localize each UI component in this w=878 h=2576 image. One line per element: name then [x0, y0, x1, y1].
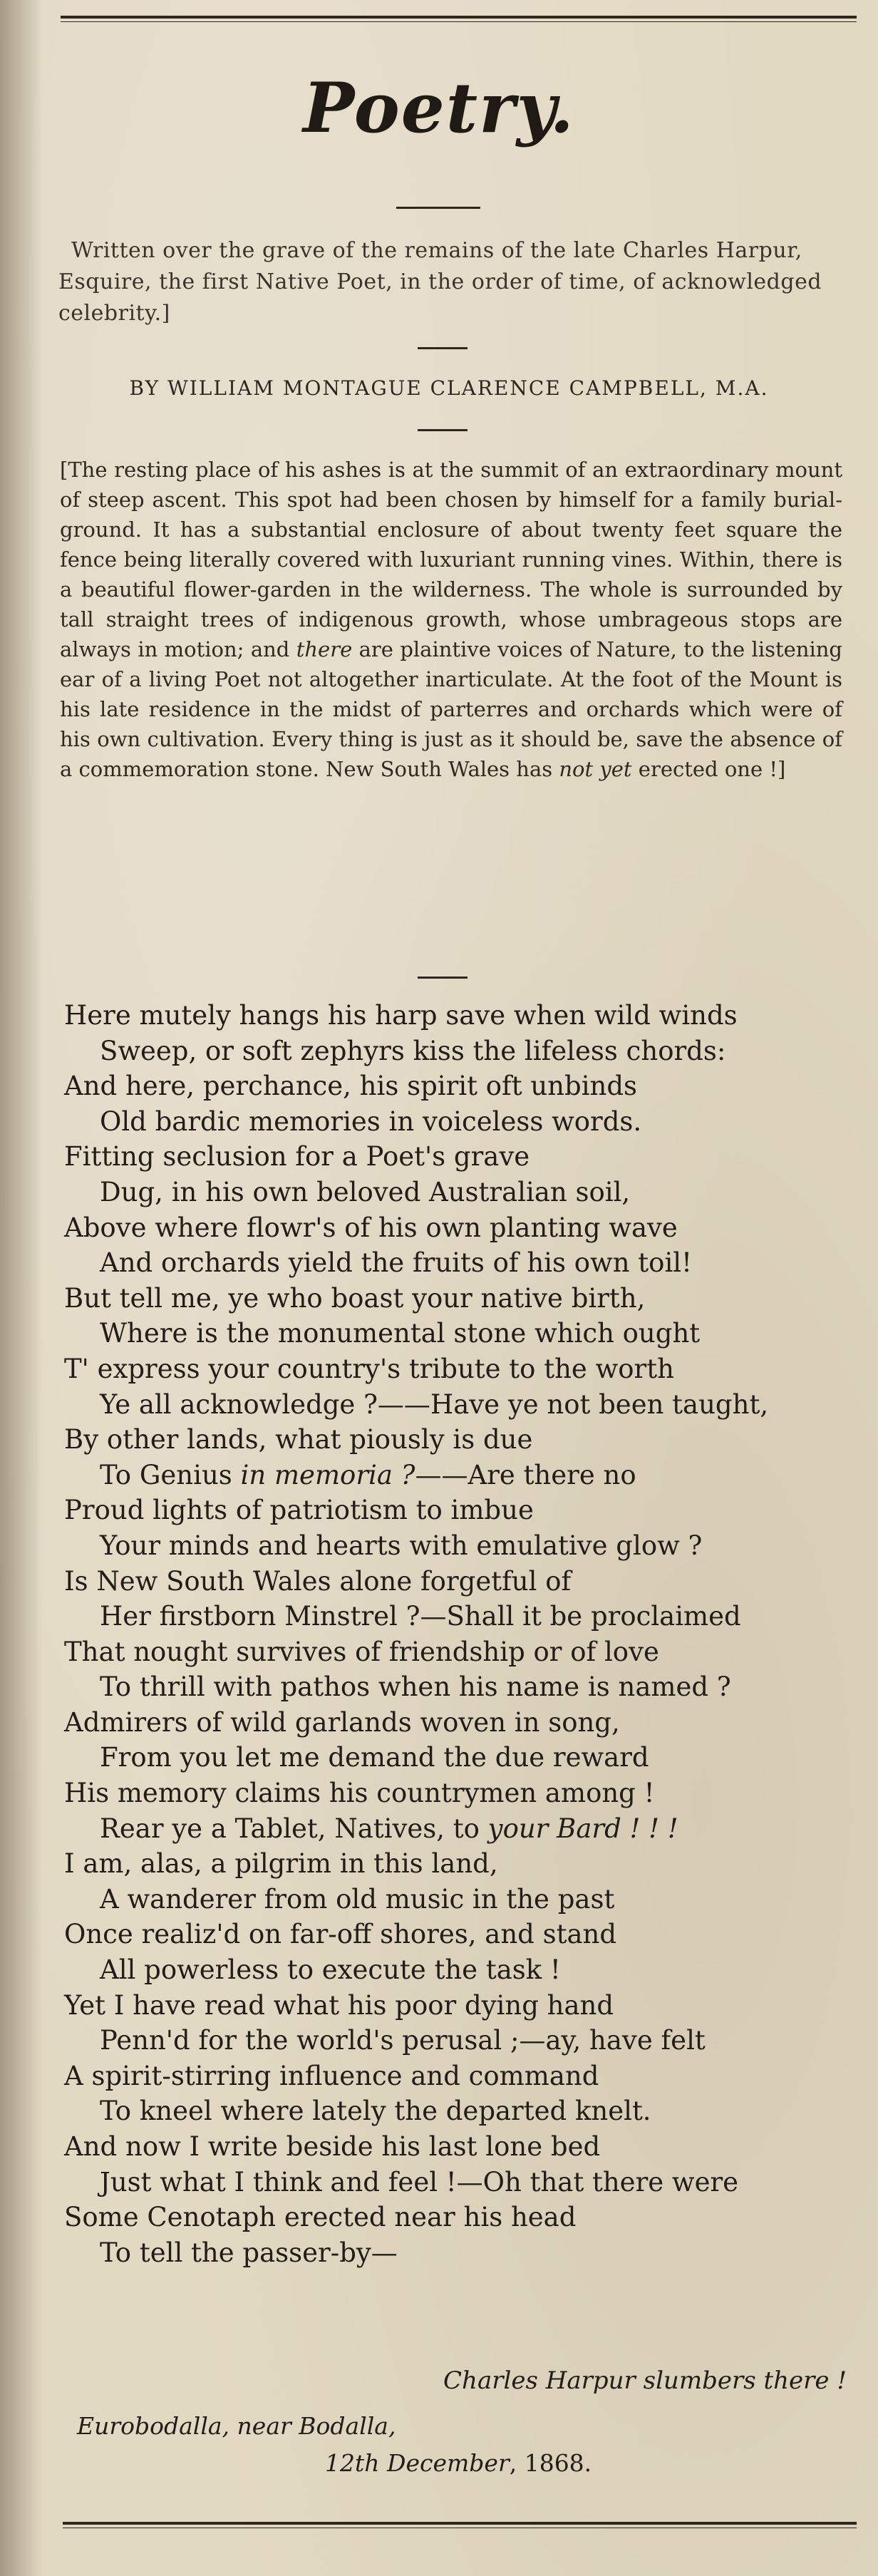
dateline-day: 12th December: [325, 2449, 510, 2477]
poem-line-text: Rear ye a Tablet, Natives, to: [100, 1813, 488, 1844]
note-emphasis-there: there: [296, 637, 353, 661]
note-part-2: are plaintive voices of Nature, to the listening ear of a living Poet not altogether inarticulate. At the foot of the Mount is his late residence in the midst of parterres and orchards which were of his own cultivation. Every thing is just as it should be, save the absence of a commemoration stone. New South Wales has: [60, 637, 842, 781]
section-heading: Poetry.: [303, 68, 575, 148]
poem-body: [64, 998, 848, 2270]
poem-subtitle: Written over the grave of the remains of the late Charles Harpur, Esquire, the first Native Poet, in the order of time, of acknowledged celebrity.]: [58, 238, 822, 326]
poem-line: All powerless to execute the task !: [100, 1954, 561, 1986]
poem-line: Just what I think and feel !—Oh that there were: [100, 2166, 739, 2198]
top-rule: [61, 16, 857, 19]
dateline-year: , 1868.: [509, 2449, 592, 2477]
poem-line: Your minds and hearts with emulative glow ?: [100, 1530, 703, 1561]
poem-line: His memory claims his countrymen among !: [64, 1778, 655, 1809]
poem-line: Admirers of wild garlands woven in song,: [64, 1706, 620, 1738]
poem-line: Her firstborn Minstrel ?—Shall it be proclaimed: [100, 1601, 741, 1632]
poem-line: To kneel where lately the departed knelt.: [100, 2096, 651, 2127]
poem-line: Some Cenotaph erected near his head: [64, 2202, 577, 2233]
subtitle-divider: [418, 347, 468, 349]
poem-line: And now I write beside his last lone bed: [64, 2131, 601, 2162]
poem-line: Where is the monumental stone which ought: [100, 1318, 701, 1349]
poem-line: T' express your country's tribute to the worth: [64, 1353, 674, 1384]
poem-line: But tell me, ye who boast your native birth,: [64, 1282, 646, 1314]
author-byline: BY WILLIAM MONTAGUE CLARENCE CAMPBELL, M.A.: [129, 376, 769, 400]
top-rule-thin: [61, 21, 857, 22]
poem-closing-line: Charles Harpur slumbers there !: [443, 2366, 847, 2395]
poem-line: I am, alas, a pilgrim in this land,: [64, 1848, 498, 1880]
poem-line: Here mutely hangs his harp save when wild winds: [64, 1000, 738, 1031]
poem-line: To thrill with pathos when his name is named ?: [100, 1671, 731, 1703]
dateline-place: Eurobodalla, near Bodalla,: [77, 2412, 396, 2440]
note-emphasis-not-yet: not yet: [559, 757, 632, 781]
poem-line: Proud lights of patriotism to imbue: [64, 1495, 534, 1526]
poem-line: That nought survives of friendship or of love: [64, 1636, 659, 1667]
poem-line: [64, 1811, 848, 1847]
poem-line: To tell the passer-by—: [100, 2237, 398, 2268]
poem-line-text: ——Are there no: [415, 1459, 636, 1490]
poem-line: Dug, in his own beloved Australian soil,: [100, 1176, 631, 1207]
note-part-1: [The resting place of his ashes is at the summit of an extraordinary mount of steep ascent. This spot had been chosen by himself for a family burial-ground. It has a substantial enclosure of about twenty feet square the fence being literally covered with luxuriant running vines. Within, there is a beautiful flower-garden in the wilderness. The whole is surrounded by tall straight trees of indigenous growth, whose umbrageous stops are always in motion; and: [60, 458, 842, 661]
page-shadow-edge: [0, 0, 43, 2576]
editorial-note-text: [60, 455, 842, 784]
heading-divider: [396, 207, 480, 209]
poem-line: Above where flowr's of his own planting wave: [64, 1212, 678, 1243]
poem-line: And here, perchance, his spirit oft unbinds: [64, 1071, 638, 1102]
poem-line: Fitting seclusion for a Poet's grave: [64, 1141, 530, 1173]
note-divider: [418, 977, 468, 979]
note-part-3: erected one !]: [631, 757, 786, 781]
poem-line: Sweep, or soft zephyrs kiss the lifeless chords:: [100, 1035, 726, 1066]
editorial-note: [60, 455, 842, 784]
poem-line: A spirit-stirring influence and command: [64, 2060, 599, 2091]
poem-line: And orchards yield the fruits of his own toil!: [100, 1247, 692, 1279]
poem-line: By other lands, what piously is due: [64, 1424, 533, 1456]
poem-line: Once realiz'd on far-off shores, and stand: [64, 1919, 617, 1950]
bottom-rule: [63, 2522, 857, 2525]
poem-line: Ye all acknowledge ?——Have ye not been taught,: [100, 1389, 769, 1420]
dateline-date: [325, 2449, 592, 2477]
byline-divider: [418, 429, 468, 431]
poem-line: Yet I have read what his poor dying hand: [64, 1989, 614, 2021]
poem-line: A wanderer from old music in the past: [100, 1883, 615, 1915]
poem-line: Is New South Wales alone forgetful of: [64, 1565, 572, 1597]
poem-line: [64, 1458, 848, 1493]
poem-line: Old bardic memories in voiceless words.: [100, 1106, 642, 1137]
poem-line: Penn'd for the world's perusal ;—ay, have felt: [100, 2025, 706, 2056]
poem-line-emphasis: in memoria ?: [240, 1459, 415, 1490]
poem-line: From you let me demand the due reward: [100, 1742, 649, 1773]
poem-line-emphasis: your Bard ! ! !: [487, 1813, 678, 1844]
poem-line-text: To Genius: [100, 1459, 241, 1490]
